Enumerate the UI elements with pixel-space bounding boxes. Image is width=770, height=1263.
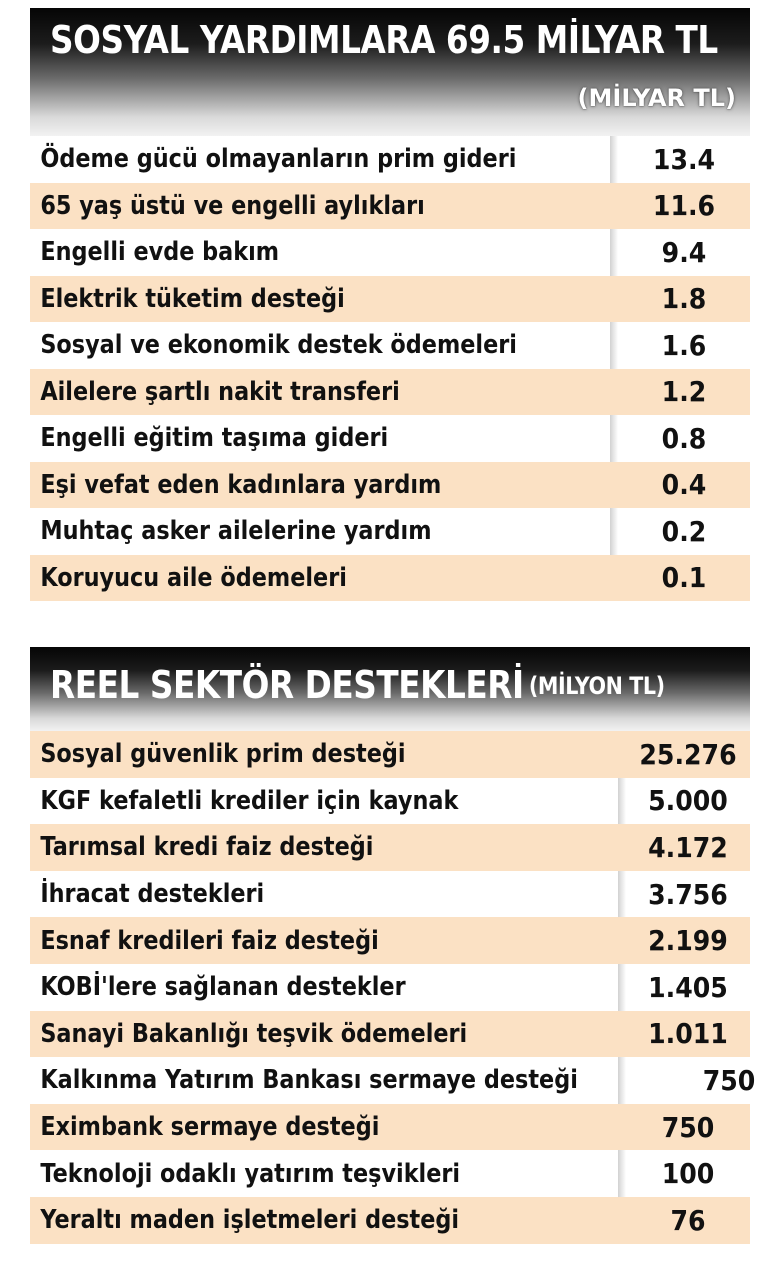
real-sector-title <box>50 663 665 707</box>
row-label: Sosyal güvenlik prim desteği <box>40 739 406 770</box>
row-label: 65 yaş üstü ve engelli aylıkları <box>40 190 425 221</box>
row-value: 0.8 <box>661 421 707 455</box>
real-sector-title-text: REEL SEKTÖR DESTEKLERİ <box>50 663 524 707</box>
row-label: Engelli evde bakım <box>40 237 280 268</box>
row-value: 4.172 <box>648 830 728 864</box>
table-row <box>30 415 750 462</box>
row-label: Sosyal ve ekonomik destek ödemeleri <box>40 330 517 361</box>
row-label: Elektrik tüketim desteği <box>40 283 345 314</box>
social-aid-table <box>30 8 750 601</box>
row-label: Ailelere şartlı nakit transferi <box>40 376 400 407</box>
row-value: 0.2 <box>661 514 707 548</box>
social-aid-header <box>30 8 750 136</box>
row-value: 13.4 <box>652 142 716 176</box>
row-value: 3.756 <box>648 877 728 911</box>
row-value: 0.1 <box>661 561 707 595</box>
row-value: 9.4 <box>661 235 707 269</box>
row-label: Tarımsal kredi faiz desteği <box>40 832 374 863</box>
table-row <box>30 1057 756 1104</box>
table-row <box>30 731 750 778</box>
row-label: Yeraltı maden işletmeleri desteği <box>40 1205 460 1236</box>
real-sector-header <box>30 647 750 731</box>
table-row <box>30 508 750 555</box>
table-row <box>30 917 750 964</box>
row-value: 25.276 <box>639 737 737 771</box>
real-sector-table <box>30 647 756 1244</box>
table-row <box>30 778 750 825</box>
real-sector-unit: (MİLYON TL) <box>528 672 665 700</box>
row-value: 1.011 <box>648 1017 728 1051</box>
row-value: 76 <box>670 1203 706 1237</box>
row-label: Esnaf kredileri faiz desteği <box>40 925 379 956</box>
row-value: 1.6 <box>661 328 707 362</box>
table-row <box>30 276 750 323</box>
row-value: 1.8 <box>661 282 707 316</box>
table-row <box>30 555 750 602</box>
table-row <box>30 462 750 509</box>
social-aid-unit: (MİLYAR TL) <box>577 84 736 112</box>
row-value: 0.4 <box>661 468 707 502</box>
table-row <box>30 1150 750 1197</box>
row-value: 750 <box>702 1063 756 1097</box>
table-row <box>30 1011 750 1058</box>
row-label: Engelli eğitim taşıma gideri <box>40 423 389 454</box>
social-aid-rows <box>30 136 750 601</box>
table-row <box>30 229 750 276</box>
row-value: 750 <box>661 1110 715 1144</box>
row-label: KGF kefaletli krediler için kaynak <box>40 785 459 816</box>
table-row <box>30 183 750 230</box>
table-row <box>30 136 750 183</box>
table-row <box>30 964 750 1011</box>
row-label: Ödeme gücü olmayanların prim gideri <box>40 144 517 175</box>
row-label: Koruyucu aile ödemeleri <box>40 562 347 593</box>
row-label: İhracat destekleri <box>40 879 265 910</box>
row-value: 2.199 <box>648 924 728 958</box>
row-label: Kalkınma Yatırım Bankası sermaye desteği <box>40 1065 578 1096</box>
social-aid-title: SOSYAL YARDIMLARA 69.5 MİLYAR TL <box>50 18 718 62</box>
row-value: 11.6 <box>652 189 716 223</box>
row-value: 5.000 <box>648 784 728 818</box>
row-label: Muhtaç asker ailelerine yardım <box>40 516 432 547</box>
row-label: Teknoloji odaklı yatırım teşvikleri <box>40 1158 461 1189</box>
row-value: 1.2 <box>661 375 707 409</box>
real-sector-rows <box>30 731 756 1244</box>
table-row <box>30 1104 750 1151</box>
row-label: Eşi vefat eden kadınlara yardım <box>40 469 442 500</box>
row-label: Eximbank sermaye desteği <box>40 1112 380 1143</box>
row-value: 1.405 <box>648 970 728 1004</box>
table-row <box>30 824 750 871</box>
table-row <box>30 871 750 918</box>
row-label: KOBİ'lere sağlanan destekler <box>40 972 406 1003</box>
row-label: Sanayi Bakanlığı teşvik ödemeleri <box>40 1018 468 1049</box>
table-row <box>30 322 750 369</box>
row-value: 100 <box>661 1157 715 1191</box>
table-row <box>30 369 750 416</box>
table-row <box>30 1197 750 1244</box>
